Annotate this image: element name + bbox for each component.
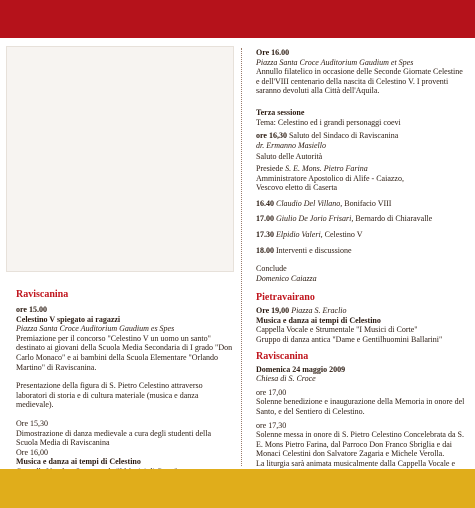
event-title: Celestino V spiegato ai ragazzi (16, 314, 121, 324)
schedule-time: 18.00 (256, 245, 274, 255)
event-place: Chiesa di S. Croce (256, 374, 316, 384)
event-time: ore 17,00 (256, 387, 287, 397)
event-description: La liturgia sarà animata musicalmente dalla Cappella Vocale e (256, 459, 456, 468)
right-column (256, 48, 468, 488)
event-time: ore 17,30 (256, 420, 287, 430)
chair-role: Vescovo eletto di Caserta (256, 183, 338, 193)
conclude-label: Conclude (256, 264, 287, 274)
event-time: Ore 16,00 (16, 447, 48, 457)
left-column (16, 289, 234, 486)
event-date: Domenica 24 maggio 2009 (256, 364, 346, 374)
talk-topic: Interventi e discussione (276, 245, 352, 255)
schedule-item: Saluto del Sindaco di Raviscanina (288, 131, 399, 141)
schedule-time: 16.40 (256, 198, 274, 208)
bottom-color-band (0, 469, 475, 508)
session-theme: Tema: Celestino ed i grandi personaggi coevi (256, 117, 401, 127)
chair-label: Presiede (256, 163, 284, 173)
event-description: Solenne benedizione e inaugurazione della Memoria in onore del Santo, e del Sentiero di Celestino. (256, 397, 465, 417)
event-title: Musica e danza ai tempi di Celestino (256, 315, 381, 325)
schedule-time: ore 16,30 (256, 131, 287, 141)
section-heading-raviscanina-2: Raviscanina (256, 350, 309, 362)
event-time: Ore 15,30 (16, 418, 48, 428)
speaker-name: dr. Ermanno Masiello (256, 140, 326, 150)
speaker-name: Giulio De Jorio Frisari, (276, 214, 354, 224)
talk-topic: Bonifacio VIII (344, 198, 392, 208)
speaker-name: Elpidio Valeri, (276, 229, 323, 239)
event-place: Piazza Santa Croce Auditorium Gaudium et Spes (256, 57, 414, 67)
event-place: Piazza S. Eraclio (291, 306, 347, 316)
event-performer: Gruppo di danza antica "Dame e Gentilhuomini Ballarini" (256, 335, 443, 345)
event-description: Presentazione della figura di S. Pietro Celestino attraverso laboratori di storia e di cultura materiale (musica e danza medievale). (16, 381, 203, 410)
event-description: Annullo filatelico in occasione delle Seconde Giornate Celestine e dell'VIII centenario della nascita di Celestino V. I proventi saranno devoluti alla Città dell'Aquila. (256, 67, 463, 96)
speaker-name: Claudio Del Villano, (276, 198, 343, 208)
conclude-name: Domenico Caiazza (256, 273, 317, 283)
top-color-band (0, 0, 475, 38)
schedule-time: 17.30 (256, 229, 274, 239)
event-time: Ore 16.00 (256, 48, 290, 57)
talk-topic: Celestino V (324, 229, 363, 239)
session-title: Terza sessione (256, 107, 305, 117)
chair-role: Amministratore Apostolico di Alife - Caiazzo, (256, 173, 404, 183)
section-heading-pietravairano: Pietravairano (256, 292, 315, 304)
column-divider (241, 48, 242, 466)
schedule-item: Saluto delle Autorità (256, 152, 323, 162)
talk-topic: Bernardo di Chiaravalle (355, 214, 433, 224)
event-description: Premiazione per il concorso "Celestino V un uomo un santo" destinato ai giovani della Scuola Media Secondaria di I grado "Don Carlo Monaco" e ai bambini della Scuola Elementare "Orlando Martino" di Raviscanina. (16, 333, 233, 372)
event-performer: Cappella Vocale e Strumentale "I Musici di Corte" (256, 325, 418, 335)
image-placeholder (6, 46, 234, 272)
event-description: Dimostrazione di danza medievale a cura degli studenti della Scuola Media di Raviscanina (16, 428, 212, 448)
event-place: Piazza Santa Croce Auditorium Gaudium es Spes (16, 324, 175, 334)
event-time: ore 15.00 (16, 305, 47, 314)
event-description: Solenne messa in onore di S. Pietro Celestino Concelebrata da S. E. Mons Pietro Farina, dal Parroco Don Franco Sbriglia e dai Monaci Celestini don Salvatore Zagaria e Michele Verolla. (256, 430, 464, 459)
chair-name: S. E. Mons. Pietro Farina (285, 163, 368, 173)
event-title: Musica e danza ai tempi di Celestino (16, 457, 141, 467)
schedule-time: 17.00 (256, 214, 274, 224)
section-heading-raviscanina: Raviscanina (16, 289, 69, 300)
event-time: Ore 19,00 (256, 306, 290, 316)
